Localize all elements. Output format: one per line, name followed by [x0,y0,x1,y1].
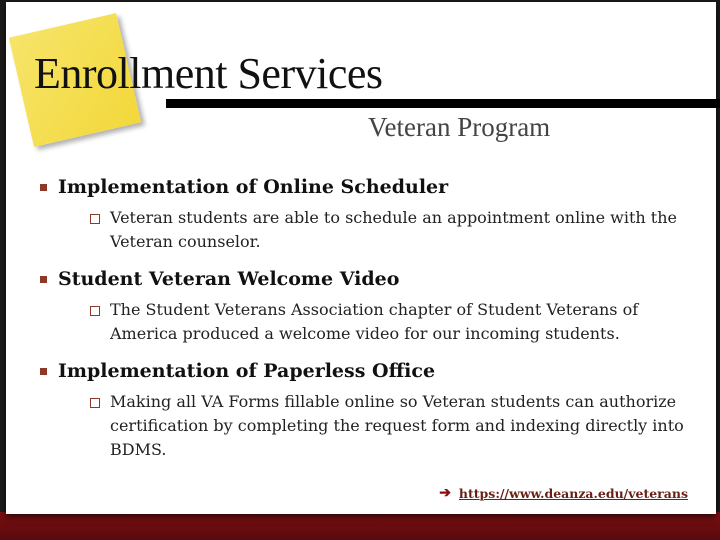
heading-text: Student Veteran Welcome Video [58,268,400,290]
slide-title: Enrollment Services [34,49,383,98]
bottom-band [0,512,720,540]
square-bullet-icon [40,276,47,283]
bullet-detail [90,206,708,254]
square-bullet-icon [40,184,47,191]
heading-text: Implementation of Online Scheduler [58,176,449,198]
bullet-heading [38,268,708,290]
hollow-square-bullet-icon [90,306,100,316]
veterans-link[interactable]: https://www.deanza.edu/veterans [458,485,688,501]
bullet-detail [90,390,708,462]
hollow-square-bullet-icon [90,214,100,224]
slide-subtitle: Veteran Program [368,112,551,142]
title-rule [166,99,720,108]
bullet-list [38,176,708,476]
veterans-link-row [439,485,688,501]
square-bullet-icon [40,368,47,375]
bullet-heading [38,176,708,198]
hollow-square-bullet-icon [90,398,100,408]
heading-text: Implementation of Paperless Office [58,360,436,382]
bullet-heading [38,360,708,382]
detail-text: Making all VA Forms fillable online so Veteran students can authorize certification by completing the request form and indexing directly into BDMS. [110,392,684,459]
arrow-right-icon: ➔ [439,485,451,501]
detail-text: The Student Veterans Association chapter of Student Veterans of America produced a welcome video for our incoming students. [110,300,639,343]
detail-text: Veteran students are able to schedule an appointment online with the Veteran counselor. [110,208,677,251]
bullet-detail [90,298,708,346]
